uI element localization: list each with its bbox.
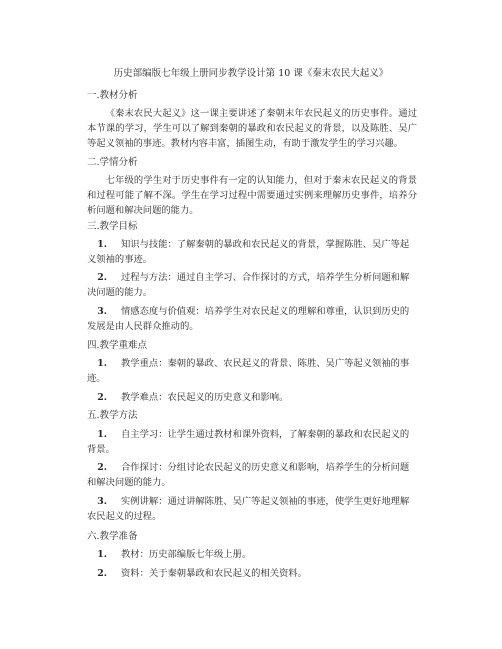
list-item xyxy=(87,304,417,334)
list-item-text: 资料：关于秦朝暴政和农民起义的相关资料。 xyxy=(121,568,307,579)
section-heading-2: 二.学情分析 xyxy=(87,157,138,168)
list-item-number: 2. xyxy=(97,568,107,579)
list-item-number: 2. xyxy=(97,392,107,403)
section-heading-3: 三.教学目标 xyxy=(87,221,138,232)
list-item-text: 实例讲解：通过讲解陈胜、吴广等起义领袖的事迹，使学生更好地理解农民起义的过程。 xyxy=(87,496,410,522)
list-item-text: 教学难点：农民起义的历史意义和影响。 xyxy=(121,392,289,403)
list-item-number: 3. xyxy=(97,496,107,507)
list-item-text: 自主学习：让学生通过教材和课外资料，了解秦朝的暴政和农民起义的背景。 xyxy=(87,429,410,455)
list-item-number: 1. xyxy=(97,358,107,369)
list-item xyxy=(87,270,417,300)
list-item-number: 1. xyxy=(97,549,107,560)
list-item xyxy=(87,237,417,267)
list-item-text: 情感态度与价值观：培养学生对农民起义的理解和尊重，认识到历史的发展是由人民群众推动的。 xyxy=(87,306,410,332)
list-item-text: 合作探讨：分组讨论农民起义的历史意义和影响，培养学生的分析问题和解决问题的能力。 xyxy=(87,462,410,488)
section-heading-4: 四.教学重难点 xyxy=(87,340,148,351)
section-paragraph-2: 七年级的学生对于历史事件有一定的认知能力，但对于秦末农民起义的背景和过程可能了解不深。学生在学习过程中需要通过实例来理解历史事件，培养分析问题和解决问题的能力。 xyxy=(87,175,417,216)
list-item xyxy=(87,356,417,386)
list-item-text: 知识与技能：了解秦朝的暴政和农民起义的背景，掌握陈胜、吴广等起义领袖的事迹。 xyxy=(87,239,410,265)
list-item-number: 2. xyxy=(97,272,107,283)
section-heading-5: 五.教学方法 xyxy=(87,410,138,421)
list-item-number: 3. xyxy=(97,306,107,317)
section-paragraph-1: 《秦末农民大起义》这一课主要讲述了秦朝末年农民起义的历史事件。通过本节课的学习，学生可以了解到秦朝的暴政和农民起义的背景，以及陈胜、吴广等起义领袖的事迹。教材内容丰富，插图生动，有助于激发学生的学习兴趣。 xyxy=(87,108,417,149)
list-item xyxy=(87,566,417,581)
list-item xyxy=(87,427,417,457)
list-item xyxy=(87,494,417,524)
list-item xyxy=(87,547,417,562)
list-item-text: 教材：历史部编版七年级上册。 xyxy=(121,549,252,560)
list-item-text: 过程与方法：通过自主学习、合作探讨的方式，培养学生分析问题和解决问题的能力。 xyxy=(87,272,410,298)
list-item-number: 1. xyxy=(97,239,107,250)
document-title: 历史部编版七年级上册同步教学设计第 10 课《秦末农民大起义》 xyxy=(113,68,389,79)
list-item-number: 2. xyxy=(97,462,107,473)
list-item-text: 教学重点：秦朝的暴政、农民起义的背景、陈胜、吴广等起义领袖的事迹。 xyxy=(87,358,410,384)
section-heading-6: 六.教学准备 xyxy=(87,531,138,542)
list-item-number: 1. xyxy=(97,429,107,440)
section-heading-1: 一.教材分析 xyxy=(87,90,138,101)
list-item xyxy=(87,460,417,490)
list-item xyxy=(87,390,417,405)
